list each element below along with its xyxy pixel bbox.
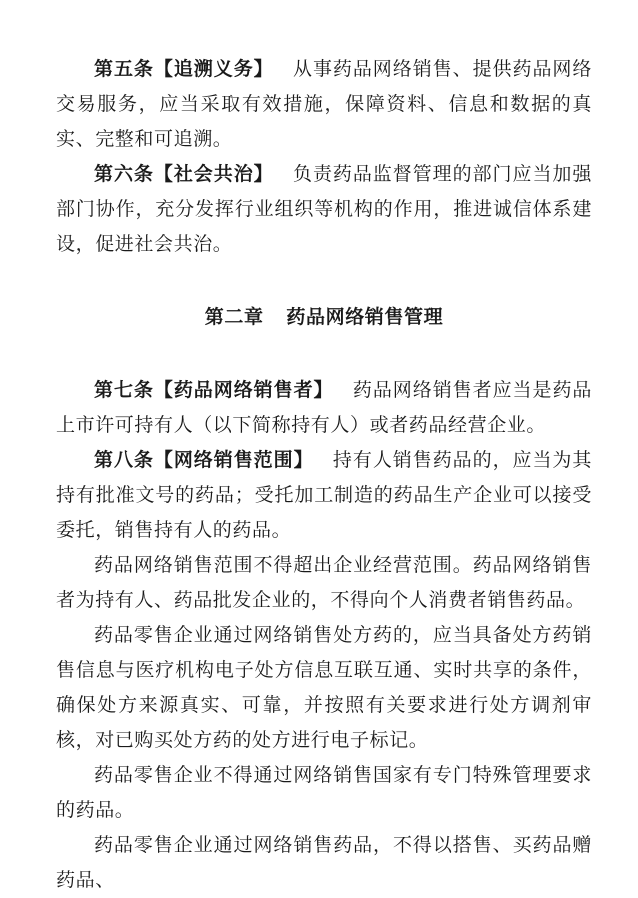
chapter-number: 第二章	[204, 306, 264, 328]
article-5-text: 从事药品网络销售、提供药品网络交易服务，应当采取有效措施，保障资料、信息和数据的真实、完整和可追溯。	[56, 58, 592, 150]
article-8-text: 持有人销售药品的，应当为其持有批准文号的药品；受托加工制造的药品生产企业可以接受委托，销售持有人的药品。	[56, 449, 592, 541]
article-7-text: 药品网络销售者应当是药品上市许可持有人（以下简称持有人）或者药品经营企业。	[56, 379, 592, 436]
article-6	[56, 157, 592, 262]
article-6-heading: 第六条【社会共治】	[94, 163, 274, 185]
article-8	[56, 443, 592, 548]
article-7-heading: 第七条【药品网络销售者】	[94, 379, 334, 401]
paragraph-sales-scope: 药品网络销售范围不得超出企业经营范围。药品网络销售者为持有人、药品批发企业的，不得向个人消费者销售药品。	[56, 554, 592, 611]
chapter-name: 药品网络销售管理	[286, 306, 444, 328]
article-5-heading: 第五条【追溯义务】	[94, 58, 274, 80]
article-8-heading: 第八条【网络销售范围】	[94, 449, 314, 471]
paragraph-special-drugs: 药品零售企业不得通过网络销售国家有专门特殊管理要求的药品。	[56, 764, 592, 821]
article-7	[56, 373, 592, 443]
article-6-text: 负责药品监督管理的部门应当加强部门协作，充分发挥行业组织等机构的作用，推进诚信体系建设，促进社会共治。	[56, 163, 592, 255]
chapter-2-title	[56, 300, 592, 335]
article-5	[56, 52, 592, 157]
paragraph-prescription-drugs: 药品零售企业通过网络销售处方药的，应当具备处方药销售信息与医疗机构电子处方信息互联互通、实时共享的条件，确保处方来源真实、可靠，并按照有关要求进行处方调剂审核，对已购买处方药的处方进行电子标记。	[56, 624, 592, 751]
paragraph-bundling-partial: 药品零售企业通过网络销售药品，不得以搭售、买药品赠药品、	[56, 834, 592, 891]
document-page	[56, 52, 592, 898]
